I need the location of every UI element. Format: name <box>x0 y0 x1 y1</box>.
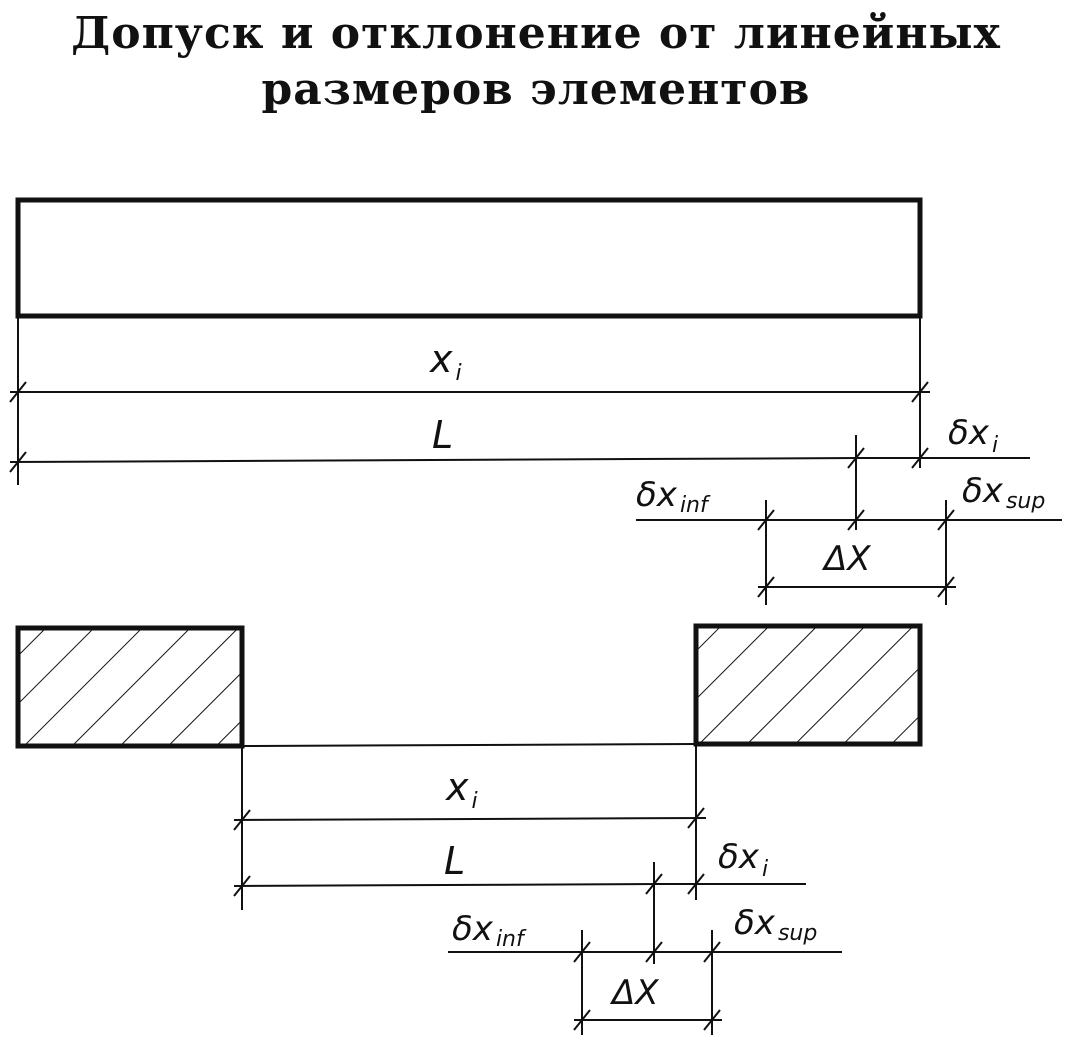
label-delta-x-inf-top: δx inf <box>636 475 708 518</box>
title-line-1: Допуск и отклонение от линейных <box>71 8 1001 59</box>
dim-line-xi-bottom <box>234 818 706 820</box>
dim-line-L-top <box>10 458 860 462</box>
label-DeltaX-top: ΔX <box>824 539 871 579</box>
label-delta-xi-top: δx $_i$ <box>948 413 999 458</box>
label-L-bottom: L <box>444 839 466 883</box>
label-delta-xi-bottom: δx $_i$ <box>718 837 769 882</box>
label-xi-top: x $_i$ <box>430 337 462 386</box>
label-xi-bottom: x $_i$ <box>446 765 478 814</box>
shaft-body <box>18 200 920 316</box>
hole-left-wall <box>18 628 242 746</box>
dim-line-L-bottom <box>234 884 660 886</box>
label-delta-x-sup-top: δx sup <box>962 471 1046 514</box>
label-delta-x-sup-bottom: δx sup <box>734 903 818 946</box>
title-line-2: размеров элементов <box>261 64 811 115</box>
label-delta-x-inf-bottom: δx inf <box>452 909 524 952</box>
hole-bottom-edge <box>242 744 696 746</box>
label-DeltaX-bottom: ΔX <box>612 973 659 1013</box>
hole-right-wall <box>696 626 920 744</box>
label-L-top: L <box>432 413 454 457</box>
